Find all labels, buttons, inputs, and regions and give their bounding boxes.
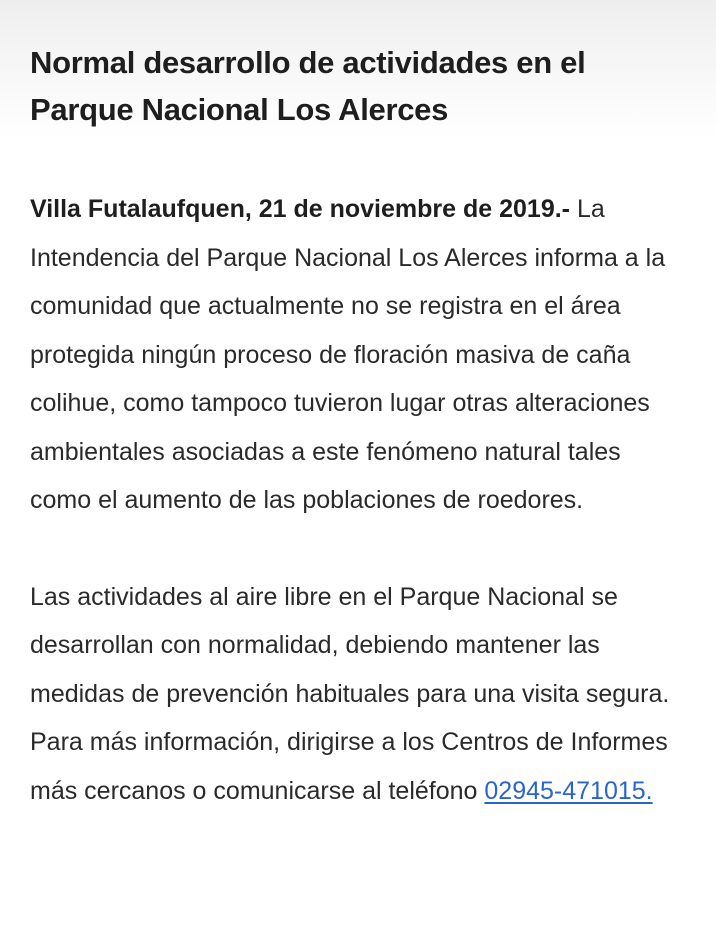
phone-number-link[interactable]: 02945-471015. xyxy=(484,776,653,805)
paragraph-2-text: Las actividades al aire libre en el Parque Nacional se desarrollan con normalidad, debiendo mantener las medidas de prevención habituales para una visita segura. Para más información, dirigirse a los Centros de Informes más cercanos o comunicarse al teléfono xyxy=(30,582,670,805)
article-paragraph-2 xyxy=(30,573,686,816)
paragraph-1-text: La Intendencia del Parque Nacional Los Alerces informa a la comunidad que actualmente no se registra en el área protegida ningún proceso de floración masiva de caña colihue, como tampoco tuvieron lugar otras alteraciones ambientales asociadas a este fenómeno natural tales como el aumento de las poblaciones de roedores. xyxy=(30,195,666,514)
article-dateline: Villa Futalaufquen, 21 de noviembre de 2019.- xyxy=(30,195,570,223)
article-title: Normal desarrollo de actividades en el Parque Nacional Los Alerces xyxy=(30,45,586,127)
article-body xyxy=(30,185,686,815)
article-paragraph-1 xyxy=(30,185,686,525)
